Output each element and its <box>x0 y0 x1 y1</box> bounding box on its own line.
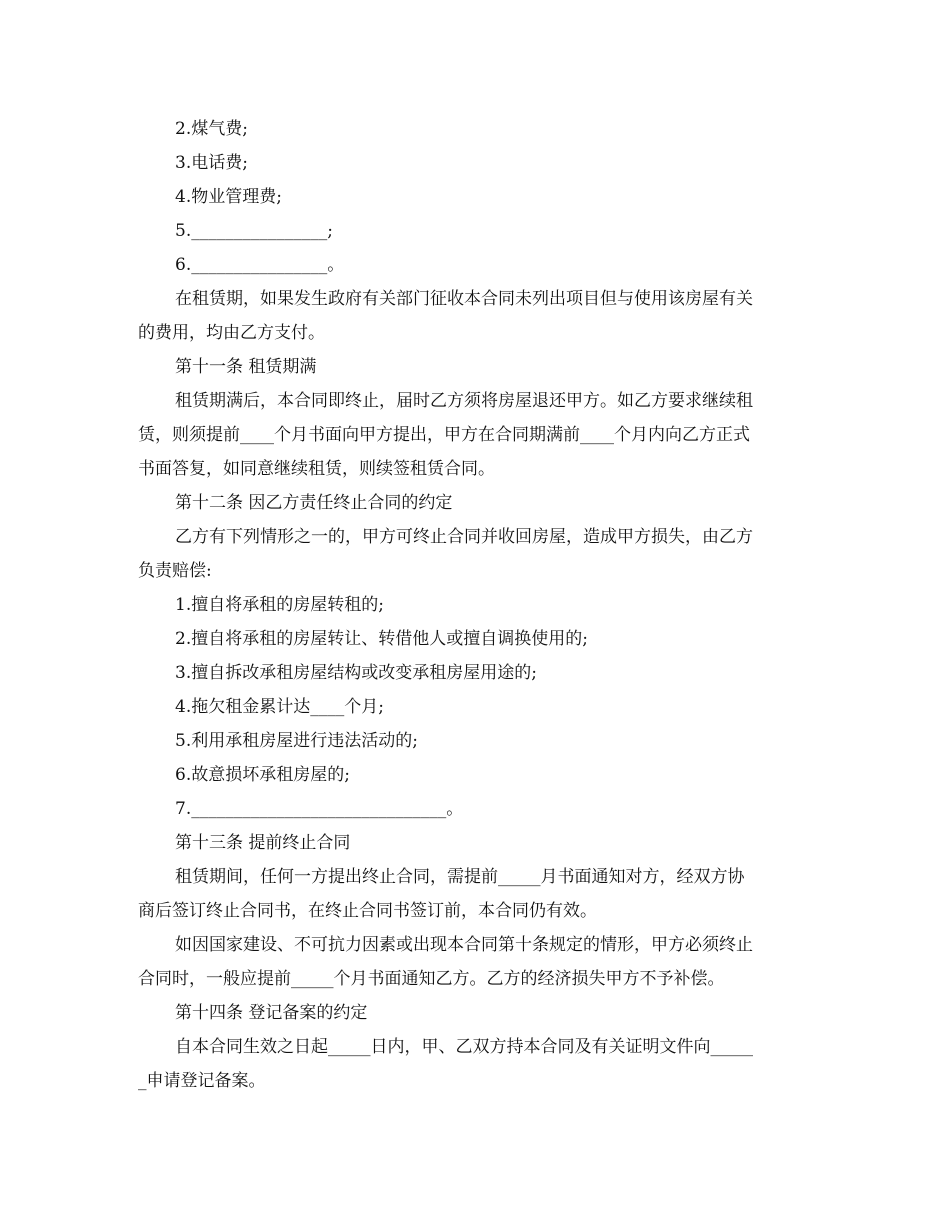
paragraph-line: _申请登记备案。 <box>138 1071 266 1091</box>
paragraph-line: 租赁期间，任何一方提出终止合同，需提前_____月书面通知对方，经双方协 <box>175 867 745 887</box>
paragraph-line: 乙方有下列情形之一的，甲方可终止合同并收回房屋，造成甲方损失，由乙方 <box>175 527 753 547</box>
paragraph-line: 负责赔偿: <box>138 561 212 581</box>
paragraph-line: 赁，则须提前____个月书面向甲方提出，甲方在合同期满前____个月内向乙方正式 <box>138 425 750 445</box>
article-heading-14: 第十四条 登记备案的约定 <box>175 1003 368 1023</box>
list-item: 6.故意损坏承租房屋的; <box>175 765 350 785</box>
paragraph-line: 商后签订终止合同书，在终止合同书签订前，本合同仍有效。 <box>138 901 597 921</box>
article-heading-13: 第十三条 提前终止合同 <box>175 833 351 853</box>
list-item-gas-fee: 2.煤气费; <box>175 119 248 139</box>
list-item: 5.利用承租房屋进行违法活动的; <box>175 731 418 751</box>
article-heading-11: 第十一条 租赁期满 <box>175 357 317 377</box>
document-body <box>138 112 812 1098</box>
paragraph-line: 合同时，一般应提前_____个月书面通知乙方。乙方的经济损失甲方不予补偿。 <box>138 969 725 989</box>
paragraph-line: 的费用，均由乙方支付。 <box>138 323 325 343</box>
list-item: 3.擅自拆改承租房屋结构或改变承租房屋用途的; <box>175 663 537 683</box>
paragraph-line: 在租赁期，如果发生政府有关部门征收本合同未列出项目但与使用该房屋有关 <box>175 289 753 309</box>
list-item-blank-6: 6.________________。 <box>175 255 345 275</box>
paragraph-line: 如因国家建设、不可抗力因素或出现本合同第十条规定的情形，甲方必须终止 <box>175 935 753 955</box>
paragraph-line: 书面答复，如同意继续租赁，则续签租赁合同。 <box>138 459 495 479</box>
list-item-property-fee: 4.物业管理费; <box>175 187 282 207</box>
article-heading-12: 第十二条 因乙方责任终止合同的约定 <box>175 493 453 513</box>
list-item-phone-fee: 3.电话费; <box>175 153 248 173</box>
list-item-blank-5: 5.________________; <box>175 221 333 241</box>
list-item: 4.拖欠租金累计达____个月; <box>175 697 384 717</box>
list-item: 1.擅自将承租的房屋转租的; <box>175 595 384 615</box>
paragraph-line: 自本合同生效之日起_____日内，甲、乙双方持本合同及有关证明文件向_____ <box>175 1037 753 1057</box>
list-item: 7.______________________________。 <box>175 799 464 819</box>
list-item: 2.擅自将承租的房屋转让、转借他人或擅自调换使用的; <box>175 629 588 649</box>
paragraph-line: 租赁期满后，本合同即终止，届时乙方须将房屋退还甲方。如乙方要求继续租 <box>175 391 753 411</box>
